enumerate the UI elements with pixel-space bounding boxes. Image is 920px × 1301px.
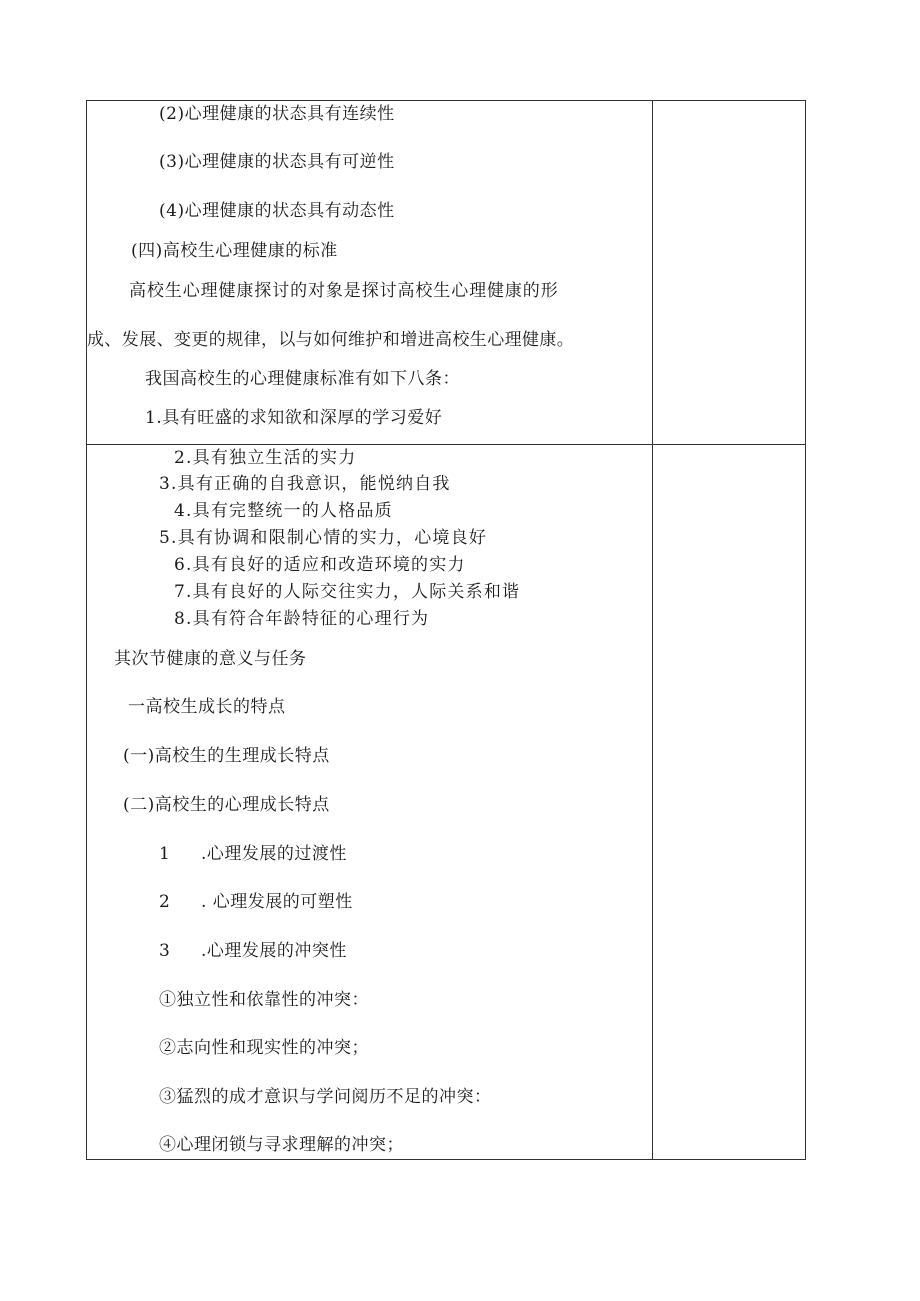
numbered-item-2	[159, 892, 353, 912]
standard-3: 3.具有正确的自我意识，能悦纳自我	[159, 474, 451, 494]
standard-2: 2.具有独立生活的实力	[174, 448, 357, 468]
section-title: 其次节健康的意义与任务	[114, 649, 307, 669]
numbered-item-2-text: . 心理发展的可塑性	[201, 892, 353, 912]
numbered-item-3-text: .心理发展的冲突性	[201, 941, 347, 961]
psychological-item: (二)高校生的心理成长特点	[123, 795, 330, 815]
conflict-1: ①独立性和依靠性的冲突：	[159, 990, 369, 1010]
row1-paragraph-line-1: 高校生心理健康探讨的对象是探讨高校生心理健康的形	[129, 281, 559, 301]
standard-8: 8.具有符合年龄特征的心理行为	[174, 609, 430, 629]
row1-heading: (四)高校生心理健康的标准	[131, 241, 338, 261]
row1-line-3: (4)心理健康的状态具有动态性	[159, 201, 395, 221]
content-table	[86, 100, 806, 1160]
physiological-item: (一)高校生的生理成长特点	[123, 746, 330, 766]
row-divider	[87, 444, 805, 445]
conflict-4: ④心理闭锁与寻求理解的冲突；	[159, 1135, 404, 1155]
numbered-item-2-number: 2	[159, 892, 171, 912]
numbered-item-1	[159, 844, 347, 864]
standard-5: 5.具有协调和限制心情的实力，心境良好	[159, 528, 488, 548]
row1-line-2: (3)心理健康的状态具有可逆性	[159, 152, 395, 172]
conflict-3: ③猛烈的成才意识与学问阅历不足的冲突：	[159, 1087, 492, 1107]
numbered-item-3-number: 3	[159, 941, 171, 961]
standard-7: 7.具有良好的人际交往实力，人际关系和谐	[174, 582, 521, 602]
conflict-2: ②志向性和现实性的冲突；	[159, 1038, 369, 1058]
sub-title: 一高校生成长的特点	[128, 697, 286, 717]
row1-standard-1: 1.具有旺盛的求知欲和深厚的学习爱好	[145, 408, 443, 428]
numbered-item-1-text: .心理发展的过渡性	[201, 844, 347, 864]
standard-4: 4.具有完整统一的人格品质	[174, 501, 393, 521]
column-divider	[652, 101, 653, 1159]
row1-line-1: (2)心理健康的状态具有连续性	[159, 104, 395, 124]
row1-paragraph-line-2: 成、发展、变更的规律，以与如何维护和增进高校生心理健康。	[87, 330, 575, 350]
standard-6: 6.具有良好的适应和改造环境的实力	[174, 555, 466, 575]
numbered-item-3	[159, 941, 347, 961]
row1-standards-intro: 我国高校生的心理健康标准有如下八条：	[145, 369, 460, 389]
numbered-item-1-number: 1	[159, 844, 171, 864]
